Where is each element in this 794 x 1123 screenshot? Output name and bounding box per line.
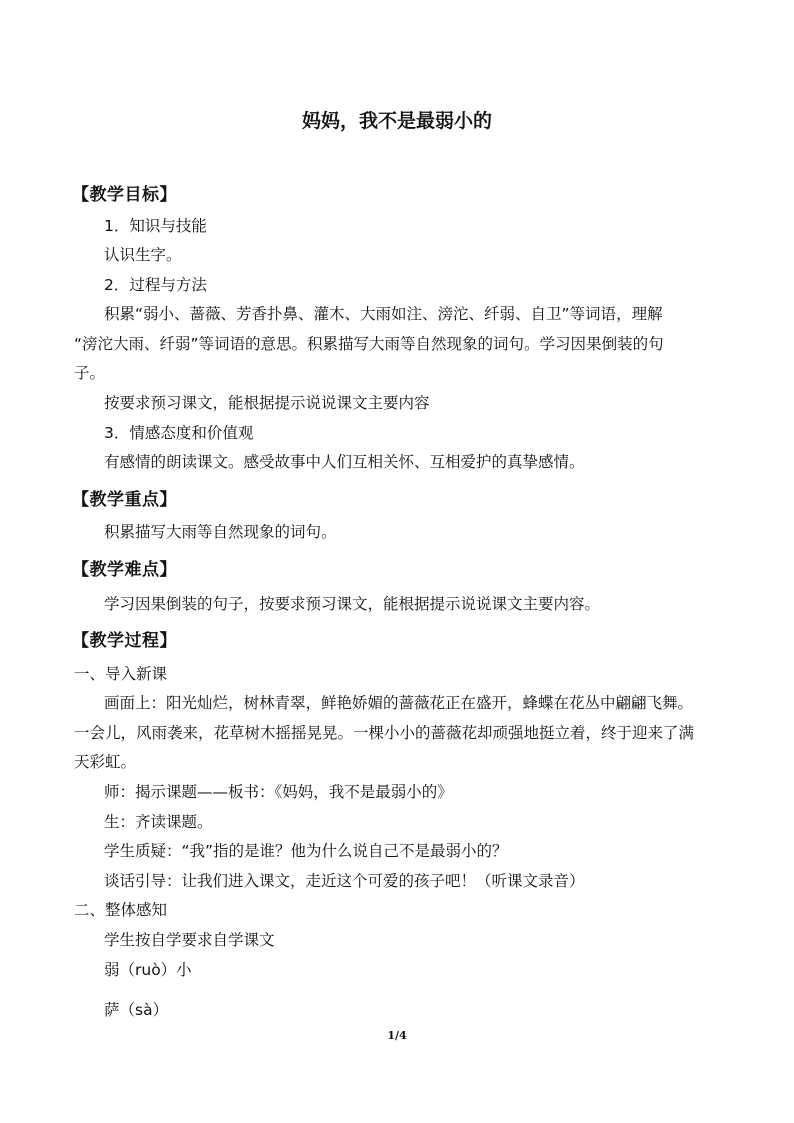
question-line: 学生质疑：“我”指的是谁？他为什么说自己不是最弱小的？ [104,842,508,860]
heading-key-points: 【教学重点】 [72,490,177,510]
goal-item-2: 2．过程与方法 [104,276,207,294]
goal-item-2-text-line1: 积累“弱小、蔷薇、芳香扑鼻、灌木、大雨如注、滂沱、纤弱、自卫”等词语，理解 [104,305,663,323]
heading-difficulties: 【教学难点】 [72,560,177,580]
goal-item-2-text-line4: 按要求预习课文，能根据提示说说课文主要内容 [104,394,430,412]
scene-line-2: 一会儿，风雨袭来，花草树木摇摇晃晃。一棵小小的蔷薇花却顽强地挺立着，终于迎来了满 [74,724,695,742]
goal-item-3: 3．情感态度和价值观 [104,424,254,442]
difficulties-text: 学习因果倒装的句子，按要求预习课文，能根据提示说说课文主要内容。 [104,595,601,613]
guide-line: 谈话引导：让我们进入课文，走近这个可爱的孩子吧！（听课文录音） [104,872,585,890]
goal-item-2-text-line2: “滂沱大雨、纤弱”等词语的意思。积累描写大雨等自然现象的词句。学习因果倒装的句 [74,335,664,353]
goal-item-2-text-line3: 子。 [74,364,106,382]
process-part-1: 一、导入新课 [74,665,168,683]
vocab-word-1: 弱（ruò）小 [104,961,192,979]
self-study-line: 学生按自学要求自学课文 [104,931,275,949]
teacher-line: 师：揭示课题——板书：《妈妈，我不是最弱小的》 [104,783,453,801]
page-number: 1/4 [387,1029,407,1042]
goal-item-3-text: 有感情的朗读课文。感受故事中人们互相关怀、互相爱护的真挚感情。 [104,453,585,471]
student-line: 生：齐读课题。 [104,813,213,831]
goal-item-1-text: 认识生字。 [104,246,182,264]
process-part-2: 二、整体感知 [74,901,168,919]
vocab-word-2: 萨（sà） [104,1001,169,1019]
key-points-text: 积累描写大雨等自然现象的词句。 [104,523,337,541]
heading-process: 【教学过程】 [72,631,177,651]
scene-line-3: 天彩虹。 [74,753,137,771]
goal-item-1: 1．知识与技能 [104,217,207,235]
heading-goals: 【教学目标】 [72,185,177,205]
scene-line-1: 画面上：阳光灿烂，树林青翠，鲜艳娇媚的蔷薇花正在盛开，蜂蝶在花丛中翩翩飞舞。 [104,694,694,712]
page-title: 妈妈，我不是最弱小的 [301,110,492,132]
